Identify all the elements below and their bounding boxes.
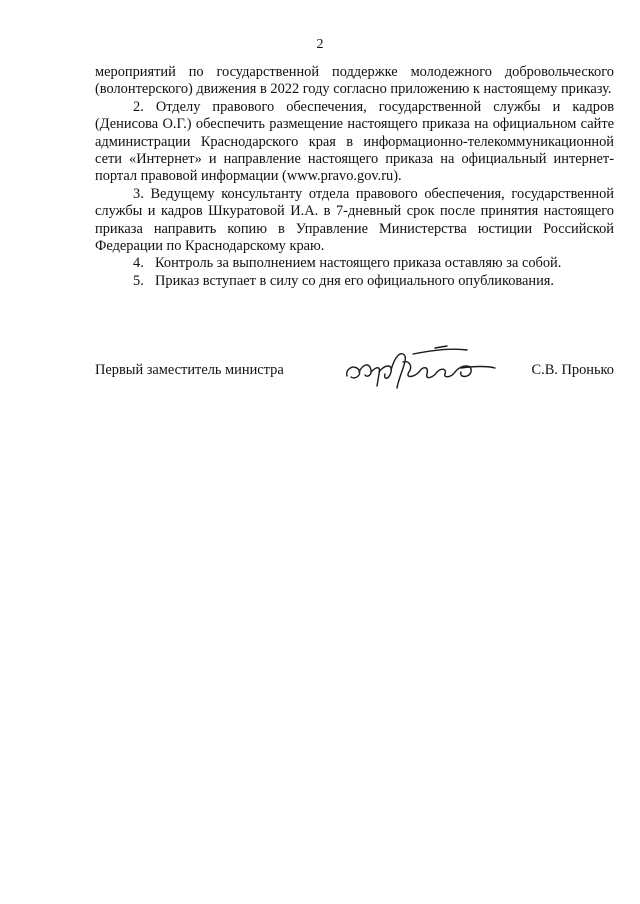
paragraph-item-5 — [133, 273, 614, 290]
item-number: 4. — [133, 255, 144, 272]
item-text: Приказ вступает в силу со дня его официального опубликования. — [155, 272, 555, 289]
signatory-name: С.В. Пронько — [531, 362, 614, 378]
document-body — [95, 64, 614, 290]
paragraph-item-4 — [133, 255, 614, 272]
item-number: 5. — [133, 272, 144, 289]
signatory-position: Первый заместитель министра — [95, 362, 284, 378]
paragraph-item-2: 2. Отделу правового обеспечения, государственной службы и кадров (Денисова О.Г.) обеспечить размещение настоящего приказа на официальном сайте администрации Краснодарского края в информационно-телекоммуникационной сети «Интернет» и направление настоящего приказа на официальный интернет-портал правовой информации (www.pravo.gov.ru). — [95, 98, 614, 185]
page-number: 2 — [316, 37, 324, 52]
paragraph-item-3: 3. Ведущему консультанту отдела правового обеспечения, государственной службы и кадров Шкуратовой И.А. в 7-дневный срок после принятия настоящего приказа направить копию в Управление Министерства юстиции Российской Федерации по Краснодарскому краю. — [95, 185, 614, 255]
paragraph-continuation: мероприятий по государственной поддержке молодежного добровольческого (волонтерского) движения в 2022 году согласно приложению к настоящему приказу. — [95, 64, 614, 98]
item-text: Контроль за выполнением настоящего приказа оставляю за собой. — [155, 255, 562, 272]
signature-block — [95, 350, 614, 420]
handwritten-signature — [343, 342, 513, 400]
